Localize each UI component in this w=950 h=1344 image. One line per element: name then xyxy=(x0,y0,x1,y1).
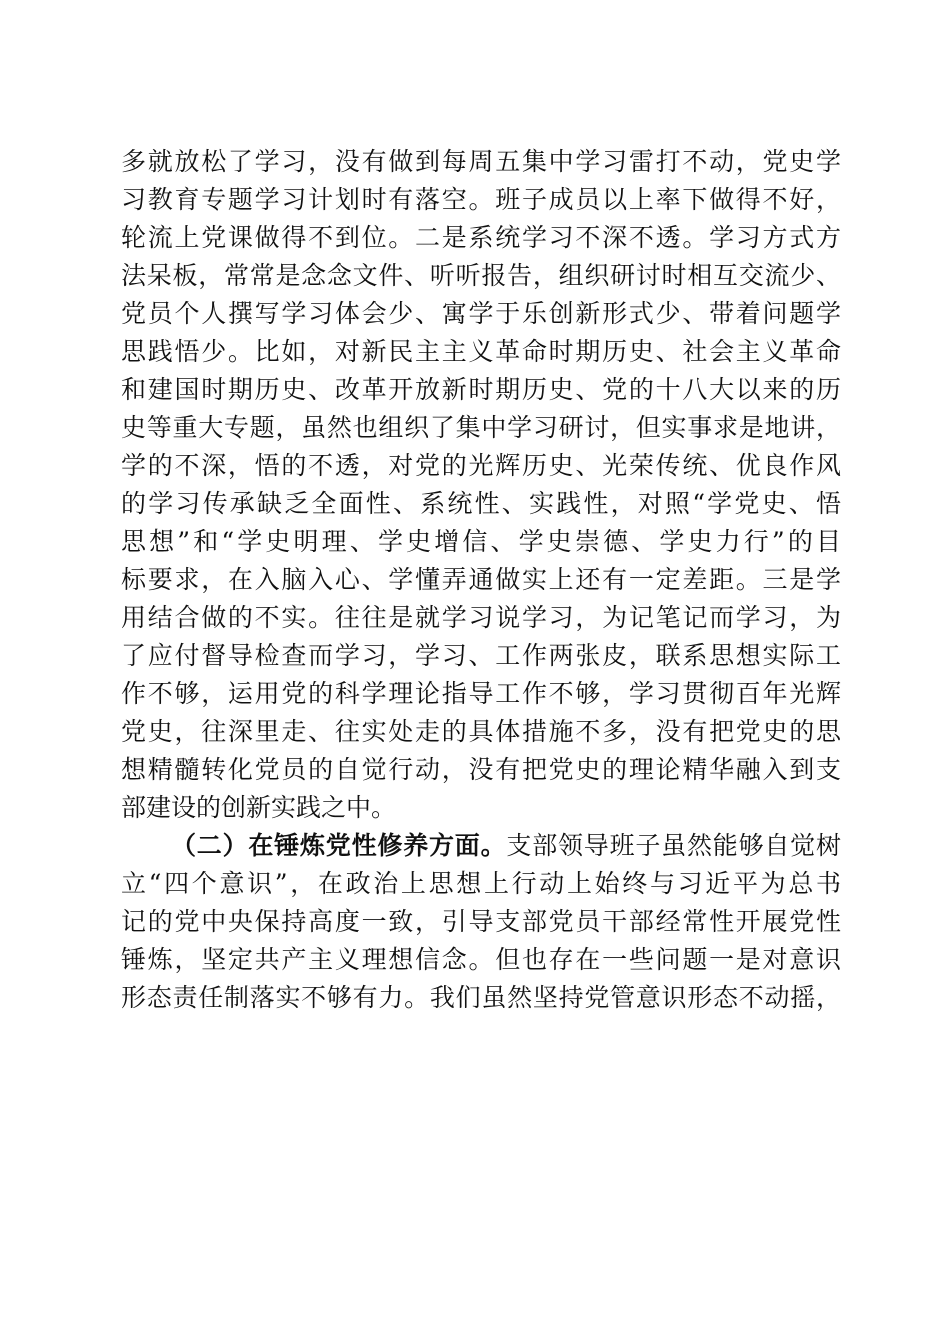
text-line: 标要求，在入脑入心、学懂弄通做实上还有一定差距。三是学 xyxy=(121,565,841,594)
text-line: 部建设的创新实践之中。 xyxy=(121,793,397,822)
text-line: 思践悟少。比如，对新民主主义革命时期历史、社会主义革命 xyxy=(121,337,841,366)
text-line-first xyxy=(121,827,841,865)
heading-line-rest: 支部领导班子虽然能够自觉树 xyxy=(506,831,841,860)
paragraph-2 xyxy=(121,827,841,1017)
text-line: 学的不深，悟的不透，对党的光辉历史、光荣传统、优良作风 xyxy=(121,451,841,480)
paragraph-1 xyxy=(121,143,841,827)
text-line: 习教育专题学习计划时有落空。班子成员以上率下做得不好， xyxy=(121,185,841,214)
text-line: 思想”和“学史明理、学史增信、学史崇德、学史力行”的目 xyxy=(121,527,841,556)
text-line: 作不够，运用党的科学理论指导工作不够，学习贯彻百年光辉 xyxy=(121,679,841,708)
text-line: 法呆板，常常是念念文件、听听报告，组织研讨时相互交流少、 xyxy=(121,261,841,290)
text-line: 锤炼，坚定共产主义理想信念。但也存在一些问题一是对意识 xyxy=(121,945,841,974)
body-text xyxy=(121,143,841,1017)
text-line: 用结合做的不实。往往是就学习说学习，为记笔记而学习，为 xyxy=(121,603,841,632)
text-line: 的学习传承缺乏全面性、系统性、实践性，对照“学党史、悟 xyxy=(121,489,841,518)
text-line: 了应付督导检查而学习，学习、工作两张皮，联系思想实际工 xyxy=(121,641,841,670)
text-line: 记的党中央保持高度一致，引导支部党员干部经常性开展党性 xyxy=(121,907,841,936)
section-heading: （二）在锤炼党性修养方面。 xyxy=(171,831,507,860)
text-line: 想精髓转化党员的自觉行动，没有把党史的理论精华融入到支 xyxy=(121,755,841,784)
text-line: 形态责任制落实不够有力。我们虽然坚持党管意识形态不动摇， xyxy=(121,983,841,1012)
text-line: 史等重大专题，虽然也组织了集中学习研讨，但实事求是地讲， xyxy=(121,413,841,442)
text-line: 多就放松了学习，没有做到每周五集中学习雷打不动，党史学 xyxy=(121,147,841,176)
text-line: 党员个人撰写学习体会少、寓学于乐创新形式少、带着问题学 xyxy=(121,299,841,328)
text-line: 党史，往深里走、往实处走的具体措施不多，没有把党史的思 xyxy=(121,717,841,746)
text-line: 轮流上党课做得不到位。二是系统学习不深不透。学习方式方 xyxy=(121,223,841,252)
text-line: 和建国时期历史、改革开放新时期历史、党的十八大以来的历 xyxy=(121,375,841,404)
text-line: 立“四个意识”，在政治上思想上行动上始终与习近平为总书 xyxy=(121,869,841,898)
